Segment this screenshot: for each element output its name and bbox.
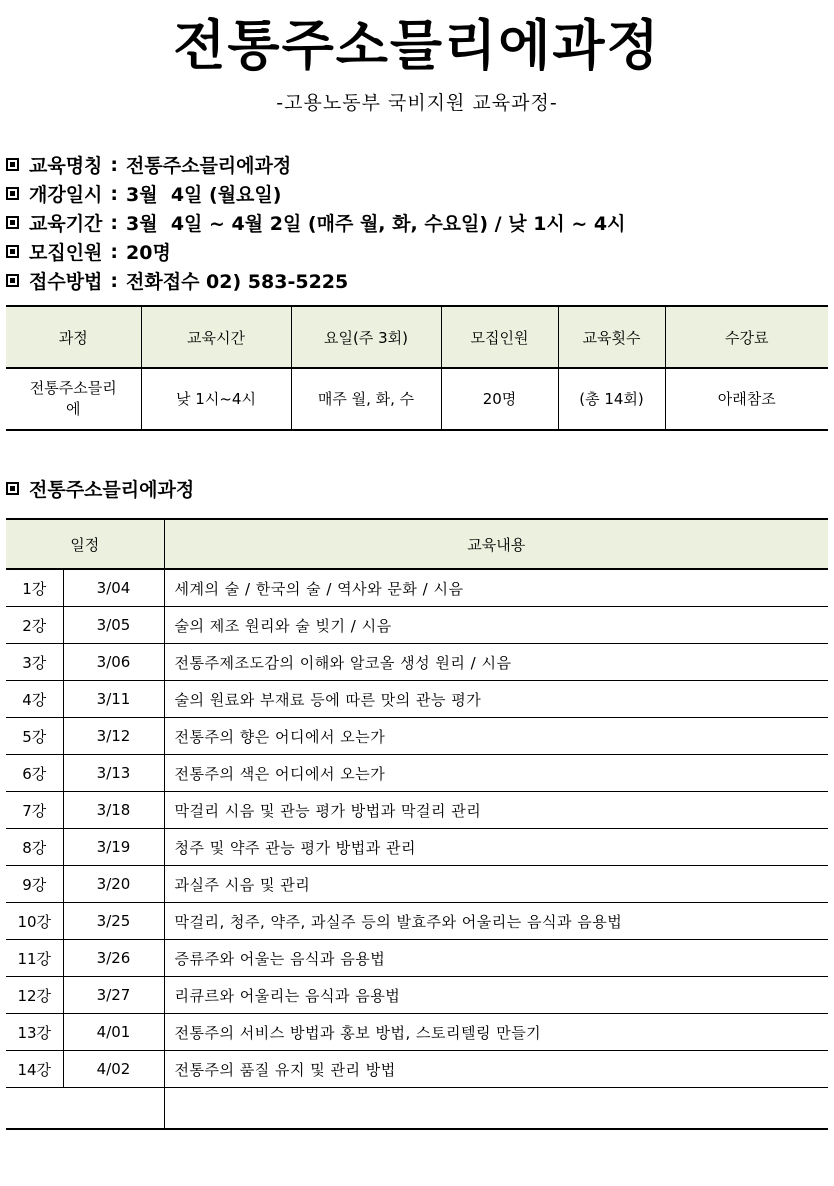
info-value: 전화접수 02) 583-5225 xyxy=(126,271,349,293)
summary-header-fee: 수강료 xyxy=(665,306,828,368)
schedule-date-cell: 3/12 xyxy=(63,718,164,755)
schedule-date-cell: 3/05 xyxy=(63,607,164,644)
square-bullet-icon xyxy=(6,158,19,171)
schedule-content-cell: 증류주와 어울는 음식과 음용법 xyxy=(164,940,828,977)
schedule-content-cell: 술의 제조 원리와 술 빚기 / 시음 xyxy=(164,607,828,644)
schedule-empty-row xyxy=(6,1088,828,1130)
schedule-row xyxy=(6,681,828,718)
schedule-content-cell: 리큐르와 어울리는 음식과 음용법 xyxy=(164,977,828,1014)
summary-header-course: 과정 xyxy=(6,306,141,368)
schedule-row xyxy=(6,792,828,829)
schedule-content-cell: 청주 및 약주 관능 평가 방법과 관리 xyxy=(164,829,828,866)
info-item-period: 교육기간 : 3월 4일 ~ 4월 2일 (매주 월, 화, 수요일) / 낮 1시 ~ 4시 xyxy=(6,208,826,237)
schedule-empty-cell xyxy=(6,1088,164,1130)
info-item-registration: 접수방법 : 전화접수 02) 583-5225 xyxy=(6,266,826,295)
schedule-empty-cell xyxy=(164,1088,828,1130)
schedule-session-cell: 3강 xyxy=(6,644,63,681)
schedule-row xyxy=(6,1051,828,1088)
info-value: 전통주소믈리에과정 xyxy=(126,155,292,177)
schedule-date-cell: 3/18 xyxy=(63,792,164,829)
schedule-content-cell: 막걸리, 청주, 약주, 과실주 등의 발효주와 어울리는 음식과 음용법 xyxy=(164,903,828,940)
schedule-content-cell: 전통주제조도감의 이해와 알코올 생성 원리 / 시음 xyxy=(164,644,828,681)
summary-header-row xyxy=(6,306,828,368)
schedule-content-cell: 전통주의 서비스 방법과 홍보 방법, 스토리텔링 만들기 xyxy=(164,1014,828,1051)
summary-cell-sessions: (총 14회) xyxy=(558,368,665,430)
square-bullet-icon xyxy=(6,482,19,495)
schedule-row xyxy=(6,829,828,866)
schedule-session-cell: 14강 xyxy=(6,1051,63,1088)
info-value: 3월 4일 (월요일) xyxy=(126,184,282,206)
document-subtitle: -고용노동부 국비지원 교육과정- xyxy=(276,92,558,114)
schedule-session-cell: 6강 xyxy=(6,755,63,792)
schedule-session-cell: 11강 xyxy=(6,940,63,977)
schedule-row xyxy=(6,755,828,792)
schedule-session-cell: 5강 xyxy=(6,718,63,755)
info-label: 교육명칭 xyxy=(29,155,103,177)
summary-header-sessions: 교육횟수 xyxy=(558,306,665,368)
schedule-session-cell: 1강 xyxy=(6,569,63,607)
schedule-session-cell: 4강 xyxy=(6,681,63,718)
schedule-row xyxy=(6,607,828,644)
schedule-session-cell: 12강 xyxy=(6,977,63,1014)
schedule-header-content: 교육내용 xyxy=(164,519,828,569)
schedule-row xyxy=(6,866,828,903)
schedule-session-cell: 10강 xyxy=(6,903,63,940)
schedule-row xyxy=(6,569,828,607)
schedule-row xyxy=(6,977,828,1014)
document-title: 전통주소믈리에과정 xyxy=(173,14,661,77)
info-label: 교육기간 xyxy=(29,213,103,235)
summary-header-days: 요일(주 3회) xyxy=(291,306,441,368)
schedule-date-cell: 3/06 xyxy=(63,644,164,681)
schedule-row xyxy=(6,718,828,755)
info-value: 20명 xyxy=(126,242,171,264)
schedule-date-cell: 3/11 xyxy=(63,681,164,718)
square-bullet-icon xyxy=(6,274,19,287)
info-item-capacity: 모집인원 : 20명 xyxy=(6,237,826,266)
schedule-content-cell: 막걸리 시음 및 관능 평가 방법과 막걸리 관리 xyxy=(164,792,828,829)
summary-cell-time: 낮 1시~4시 xyxy=(141,368,291,430)
schedule-date-cell: 3/13 xyxy=(63,755,164,792)
schedule-row xyxy=(6,940,828,977)
course-summary-table xyxy=(6,305,828,431)
schedule-date-cell: 3/19 xyxy=(63,829,164,866)
schedule-row xyxy=(6,1014,828,1051)
schedule-session-cell: 9강 xyxy=(6,866,63,903)
schedule-date-cell: 3/27 xyxy=(63,977,164,1014)
schedule-session-cell: 13강 xyxy=(6,1014,63,1051)
schedule-content-cell: 세계의 술 / 한국의 술 / 역사와 문화 / 시음 xyxy=(164,569,828,607)
schedule-date-cell: 3/25 xyxy=(63,903,164,940)
schedule-date-cell: 4/01 xyxy=(63,1014,164,1051)
info-item-course-name: 교육명칭 : 전통주소믈리에과정 xyxy=(6,150,826,179)
schedule-session-cell: 2강 xyxy=(6,607,63,644)
summary-header-time: 교육시간 xyxy=(141,306,291,368)
summary-cell-days: 매주 월, 화, 수 xyxy=(291,368,441,430)
schedule-session-cell: 8강 xyxy=(6,829,63,866)
summary-cell-course: 전통주소믈리 에 xyxy=(6,368,141,430)
schedule-header-date: 일정 xyxy=(6,519,164,569)
schedule-session-cell: 7강 xyxy=(6,792,63,829)
square-bullet-icon xyxy=(6,245,19,258)
course-info-list xyxy=(6,150,826,295)
summary-cell-fee: 아래참조 xyxy=(665,368,828,430)
schedule-content-cell: 전통주의 품질 유지 및 관리 방법 xyxy=(164,1051,828,1088)
info-item-start-date: 개강일시 : 3월 4일 (월요일) xyxy=(6,179,826,208)
schedule-header-row xyxy=(6,519,828,569)
schedule-table xyxy=(6,518,828,1130)
schedule-content-cell: 술의 원료와 부재료 등에 따른 맛의 관능 평가 xyxy=(164,681,828,718)
section-title: 전통주소믈리에과정 xyxy=(29,478,195,501)
schedule-date-cell: 3/20 xyxy=(63,866,164,903)
info-label: 개강일시 xyxy=(29,184,103,206)
section-heading xyxy=(6,474,194,502)
info-label: 모집인원 xyxy=(29,242,103,264)
schedule-date-cell: 3/26 xyxy=(63,940,164,977)
summary-cell-capacity: 20명 xyxy=(441,368,558,430)
schedule-row xyxy=(6,903,828,940)
info-label: 접수방법 xyxy=(29,271,103,293)
schedule-content-cell: 전통주의 색은 어디에서 오는가 xyxy=(164,755,828,792)
schedule-content-cell: 전통주의 향은 어디에서 오는가 xyxy=(164,718,828,755)
square-bullet-icon xyxy=(6,187,19,200)
info-value: 3월 4일 ~ 4월 2일 (매주 월, 화, 수요일) / 낮 1시 ~ 4시 xyxy=(126,213,626,235)
summary-data-row xyxy=(6,368,828,430)
schedule-date-cell: 3/04 xyxy=(63,569,164,607)
schedule-content-cell: 과실주 시음 및 관리 xyxy=(164,866,828,903)
square-bullet-icon xyxy=(6,216,19,229)
schedule-date-cell: 4/02 xyxy=(63,1051,164,1088)
schedule-row xyxy=(6,644,828,681)
summary-header-capacity: 모집인원 xyxy=(441,306,558,368)
